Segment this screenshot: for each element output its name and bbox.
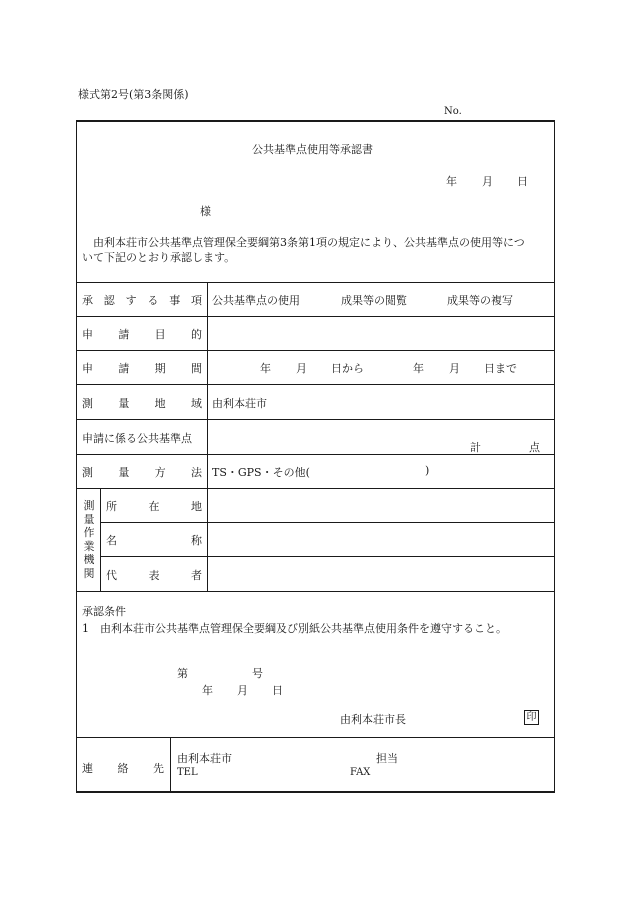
control-points-unit: 点 [529, 441, 540, 454]
row-divider [76, 488, 555, 489]
contact-label: 連 絡 先 [82, 762, 164, 775]
column-divider [170, 737, 171, 793]
row-divider [76, 454, 555, 455]
row-divider [76, 419, 555, 420]
date-day: 日 [517, 175, 528, 188]
issuer: 由利本荘市長 [340, 713, 406, 726]
agency-group-label: 測量作業機関 [83, 499, 95, 580]
approval-date-year: 年 [202, 684, 213, 697]
row-divider [76, 316, 555, 317]
row-divider [76, 737, 555, 738]
option-view-results[interactable]: 成果等の閲覧 [341, 294, 407, 307]
column-divider [207, 282, 208, 591]
date-year: 年 [446, 175, 457, 188]
row-divider [76, 350, 555, 351]
agency-name-label: 名 称 [106, 534, 202, 547]
approved-items-label: 承 認 す る 事 項 [82, 294, 202, 307]
survey-method-value: TS・GPS・その他( [212, 466, 310, 479]
seal-mark: 印 [524, 710, 539, 725]
form-number: 様式第2号(第3条関係) [78, 88, 189, 101]
row-divider [100, 556, 555, 557]
survey-area-label: 測 量 地 域 [82, 397, 202, 410]
agency-representative-label: 代 表 者 [106, 569, 202, 582]
row-divider [76, 591, 555, 592]
contact-org: 由利本荘市 [177, 752, 232, 765]
row-divider [76, 282, 555, 283]
addressee-suffix: 様 [200, 205, 211, 218]
approval-date-day: 日 [272, 684, 283, 697]
column-divider [100, 488, 101, 591]
condition-item-1: 1 由利本荘市公共基準点管理保全要綱及び別紙公共基準点使用条件を遵守すること。 [82, 622, 507, 635]
contact-person-label: 担当 [376, 752, 398, 765]
document-title: 公共基準点使用等承認書 [252, 143, 373, 156]
period-label: 申 請 期 間 [82, 362, 202, 375]
control-points-total: 計 [470, 441, 481, 454]
approval-number-prefix: 第 [177, 667, 188, 680]
survey-method-close: ) [425, 464, 430, 477]
period-start-day: 日から [331, 362, 364, 375]
row-divider [76, 384, 555, 385]
document-no-label: No. [444, 106, 462, 117]
conditions-heading: 承認条件 [82, 605, 126, 618]
control-points-label: 申請に係る公共基準点 [82, 432, 192, 445]
period-end-month: 月 [449, 362, 460, 375]
purpose-label: 申 請 目 的 [82, 328, 202, 341]
period-end-year: 年 [413, 362, 424, 375]
contact-tel-label: TEL [177, 767, 198, 778]
date-month: 月 [482, 175, 493, 188]
body-line-2: いて下記のとおり承認します。 [82, 251, 236, 264]
approval-form [76, 120, 555, 793]
row-divider [100, 522, 555, 523]
approval-number-suffix: 号 [252, 667, 263, 680]
approval-date-month: 月 [237, 684, 248, 697]
period-start-year: 年 [260, 362, 271, 375]
option-use-control-points[interactable]: 公共基準点の使用 [212, 294, 300, 307]
agency-location-label: 所 在 地 [106, 500, 202, 513]
survey-method-label: 測 量 方 法 [82, 466, 202, 479]
period-start-month: 月 [296, 362, 307, 375]
contact-fax-label: FAX [350, 767, 371, 778]
option-copy-results[interactable]: 成果等の複写 [447, 294, 513, 307]
period-end-day: 日まで [484, 362, 517, 375]
survey-area-value: 由利本荘市 [212, 397, 267, 410]
body-line-1: 由利本荘市公共基準点管理保全要綱第3条第1項の規定により、公共基準点の使用等につ [93, 236, 525, 249]
